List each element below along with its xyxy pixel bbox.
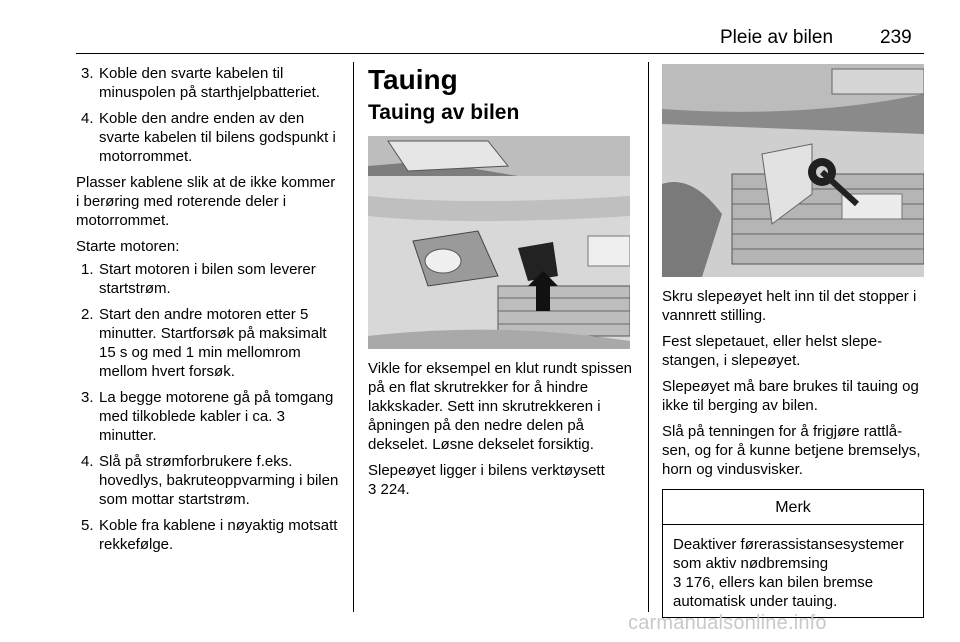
paragraph: Slepeøyet må bare brukes til tauing og ikke til berging av bilen. xyxy=(662,378,919,414)
column-3 xyxy=(662,64,924,618)
paragraph: Skru slepeøyet helt inn til det stopper i vannrett stilling. xyxy=(662,288,917,324)
list-item: 4. Koble den andre enden av den svarte kabelen til bilens godspunkt i motorrommet. xyxy=(81,110,336,165)
column-divider-1 xyxy=(353,62,354,612)
watermark: carmanualsonline.info xyxy=(628,612,827,634)
tow-eye-illustration xyxy=(662,64,924,277)
list-item: 1. Start motoren i bilen som leverer startstrøm. xyxy=(81,261,316,297)
paragraph: Plasser kablene slik at de ikke kommer i berøring med roterende deler i motorrommet. xyxy=(76,174,336,229)
list-item: 2. Start den andre motoren etter 5 minutter. Startforsøk på maksimalt 15 s og med 1 min mellomrom mellom hvert forsøk. xyxy=(81,306,327,380)
step-list-a xyxy=(76,64,340,166)
car-front-cover-illustration xyxy=(368,136,630,349)
paragraph: Fest slepetauet, eller helst slepestangen, i slepeøyet. xyxy=(662,333,883,369)
note-title: Merk xyxy=(663,490,923,525)
paragraph: Slepeøyet ligger i bilens verktøysett 3 224. xyxy=(368,462,605,498)
paragraph: Slå på tenningen for å frigjøre rattlåsen, og for å kunne betjene bremselys, horn og vindusvisker. xyxy=(662,423,921,478)
page-number: 239 xyxy=(880,27,912,48)
column-2 xyxy=(368,64,634,506)
list-item: 3. Koble den svarte kabelen til minuspolen på starthjelpbatteriet. xyxy=(81,65,320,101)
column-divider-2 xyxy=(648,62,649,612)
list-item: 5. Koble fra kablene i nøyaktig motsatt rekkefølge. xyxy=(81,517,338,553)
subsection-heading: Tauing av bilen xyxy=(368,101,520,124)
paragraph: Starte motoren: xyxy=(76,238,180,255)
note-body: Deaktiver førerassistansesystemer som aktiv nødbremsing 3 176, ellers kan bilen bremse automatisk under tauing. xyxy=(673,536,904,610)
list-item: 3. La begge motorene gå på tomgang med tilkoblede kabler i ca. 3 minutter. xyxy=(81,389,334,444)
list-item: 4. Slå på strømforbrukere f.eks. hovedlys, bakruteoppvarming i bilen som mottar startstrøm. xyxy=(81,453,339,508)
section-heading: Tauing xyxy=(368,64,458,95)
paragraph: Vikle for eksempel en klut rundt spissen på en flat skrutrekker for å hindre lakkskader. Sett inn skrutrekkeren i åpningen på den nedre delen på dekselet. Løsne dekselet forsiktig. xyxy=(368,360,633,453)
page-reference[interactable]: 3 224. xyxy=(368,481,410,498)
page-header-title: Pleie av bilen xyxy=(720,27,834,48)
header-rule xyxy=(76,53,924,54)
step-list-b xyxy=(76,260,340,554)
note-box xyxy=(662,489,924,618)
column-1 xyxy=(76,64,340,561)
page-reference[interactable]: 3 176, ellers kan bilen bremse automatisk under tauing. xyxy=(673,574,874,610)
